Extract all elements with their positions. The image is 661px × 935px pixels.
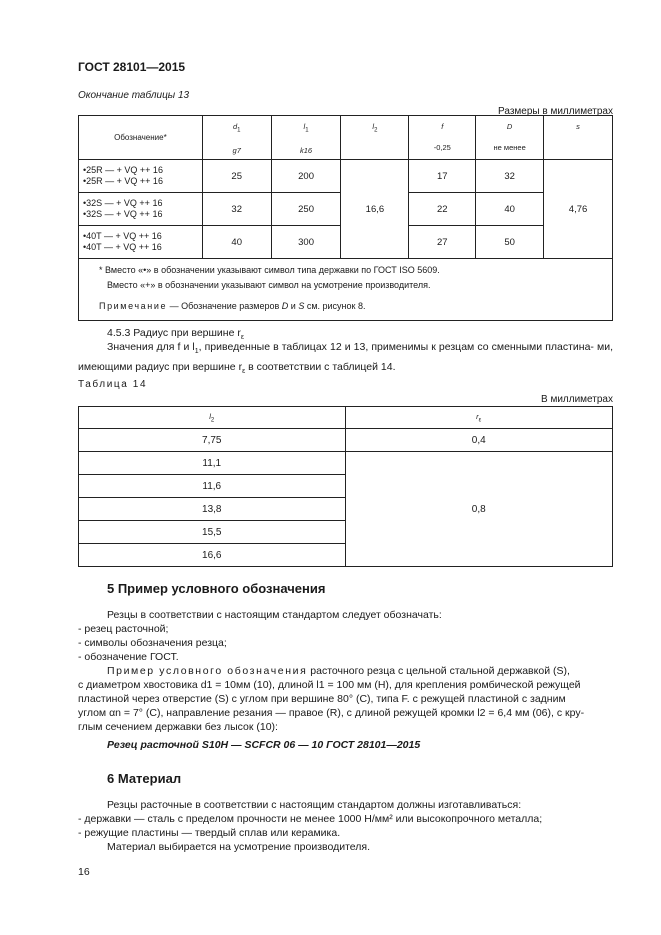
cell-D: 50 <box>476 226 544 259</box>
cell-l2: 13,8 <box>79 498 346 521</box>
section-6-intro: Резцы расточные в соответствии с настоящим стандартом должны изготавливаться: <box>107 799 522 811</box>
cell-l2: 11,1 <box>79 452 346 475</box>
table13-units: Размеры в миллиметрах <box>498 106 613 117</box>
header-d1: $d_1$ g7 <box>202 116 271 160</box>
cell-l2: 15,5 <box>79 521 346 544</box>
cell-d1: 40 <box>202 226 271 259</box>
header-f: f -0,25 <box>409 116 476 160</box>
list-item: - резец расточной; <box>78 623 169 635</box>
cell-l1: 200 <box>271 160 341 193</box>
cell-l2: 7,75 <box>79 429 346 452</box>
cell-l2: 16,6 <box>79 544 346 567</box>
table14-caption: Таблица 14 <box>78 379 148 390</box>
table13-caption: Окончание таблицы 13 <box>78 90 190 101</box>
header-l1: $l_1$ k16 <box>271 116 341 160</box>
document-header: ГОСТ 28101—2015 <box>78 60 186 74</box>
table-13 <box>78 115 613 321</box>
example-line-4: углом αn = 7° (C), направление резания — правое (R), с длиной режущей кромки l2 = 6,4 мм (06), с кру- <box>78 707 585 719</box>
list-item: - обозначение ГОСТ. <box>78 651 179 663</box>
header-l2: $l_2$ <box>341 116 409 160</box>
table-row <box>79 429 613 452</box>
header-designation: Обозначение* <box>79 116 203 160</box>
cell-D: 32 <box>476 160 544 193</box>
page-number: 16 <box>78 866 90 878</box>
list-item: - державки — сталь с пределом прочности не менее 1000 Н/мм² или высокопрочного металла; <box>78 813 543 825</box>
cell-f: 27 <box>409 226 476 259</box>
list-item: - символы обозначения резца; <box>78 637 227 649</box>
row-designation: •25R — + VQ ++ 16 •25R — + VQ ++ 16 <box>79 160 203 193</box>
example-line-1: Пример условного обозначения расточного резца с цельной стальной державкой (S), <box>107 665 570 677</box>
section-5-intro: Резцы в соответствии с настоящим стандартом следует обозначать: <box>107 609 442 621</box>
cell-l2: 16,6 <box>341 160 409 259</box>
cell-f: 17 <box>409 160 476 193</box>
note-label: Примечание <box>99 301 168 311</box>
table14-units: В миллиметрах <box>541 394 613 405</box>
example-label: Пример условного обозначения <box>107 665 308 677</box>
header-r: $r_\varepsilon$ <box>345 407 613 429</box>
cell-r: 0,8 <box>345 452 613 567</box>
example-line-5: глым сечением державки без лысок (10): <box>78 721 278 733</box>
list-item: - режущие пластины — твердый сплав или керамика. <box>78 827 341 839</box>
table13-notes: * Вместо «•» в обозначении указывают символ типа державки по ГОСТ ISO 5609. Вместо «+» в обозначении указывают символ на усмотрение производителя. Примечание — Обозначение размеров D и S см. рисунок 8. <box>79 259 613 321</box>
cell-d1: 25 <box>202 160 271 193</box>
header-D: D не менее <box>476 116 544 160</box>
section-6-closing: Материал выбирается на усмотрение производителя. <box>107 841 371 853</box>
table-row <box>79 452 613 475</box>
cell-l2: 11,6 <box>79 475 346 498</box>
cell-r: 0,4 <box>345 429 613 452</box>
cell-s: 4,76 <box>544 160 613 259</box>
cell-l1: 300 <box>271 226 341 259</box>
example-line-2: с диаметром хвостовика d1 = 10мм (10), длиной l1 = 100 мм (H), для крепления ромбической режущей <box>78 679 581 691</box>
row-designation: •40T — + VQ ++ 16 •40T — + VQ ++ 16 <box>79 226 203 259</box>
cell-D: 40 <box>476 193 544 226</box>
cell-d1: 32 <box>202 193 271 226</box>
table-row <box>79 160 613 193</box>
designation-example: Резец расточной S10H — SCFCR 06 — 10 ГОСТ 28101—2015 <box>107 739 421 751</box>
header-l2: $l_2$ <box>79 407 346 429</box>
section-5-title: 5 Пример условного обозначения <box>107 581 326 596</box>
header-s: s <box>544 116 613 160</box>
section-6-title: 6 Материал <box>107 771 182 786</box>
example-line-3: пластиной через отверстие (S) с углом при вершине 80° (C), типа F. с режущей пластиной с задним <box>78 693 566 705</box>
section-4-5-3-title: 4.5.3 Радиус при вершине $r_\varepsilon$ <box>107 327 244 342</box>
cell-f: 22 <box>409 193 476 226</box>
section-4-5-3-text: Значения для f и $l_1$, приведенные в таблицах 12 и 13, применимы к резцам со сменными пластина- ми, имеющими радиус при вершине $r_\varepsilon$ в соответствии с таблицей 14. <box>78 341 614 375</box>
table-14 <box>78 406 613 567</box>
row-designation: •32S — + VQ ++ 16 •32S — + VQ ++ 16 <box>79 193 203 226</box>
cell-l1: 250 <box>271 193 341 226</box>
